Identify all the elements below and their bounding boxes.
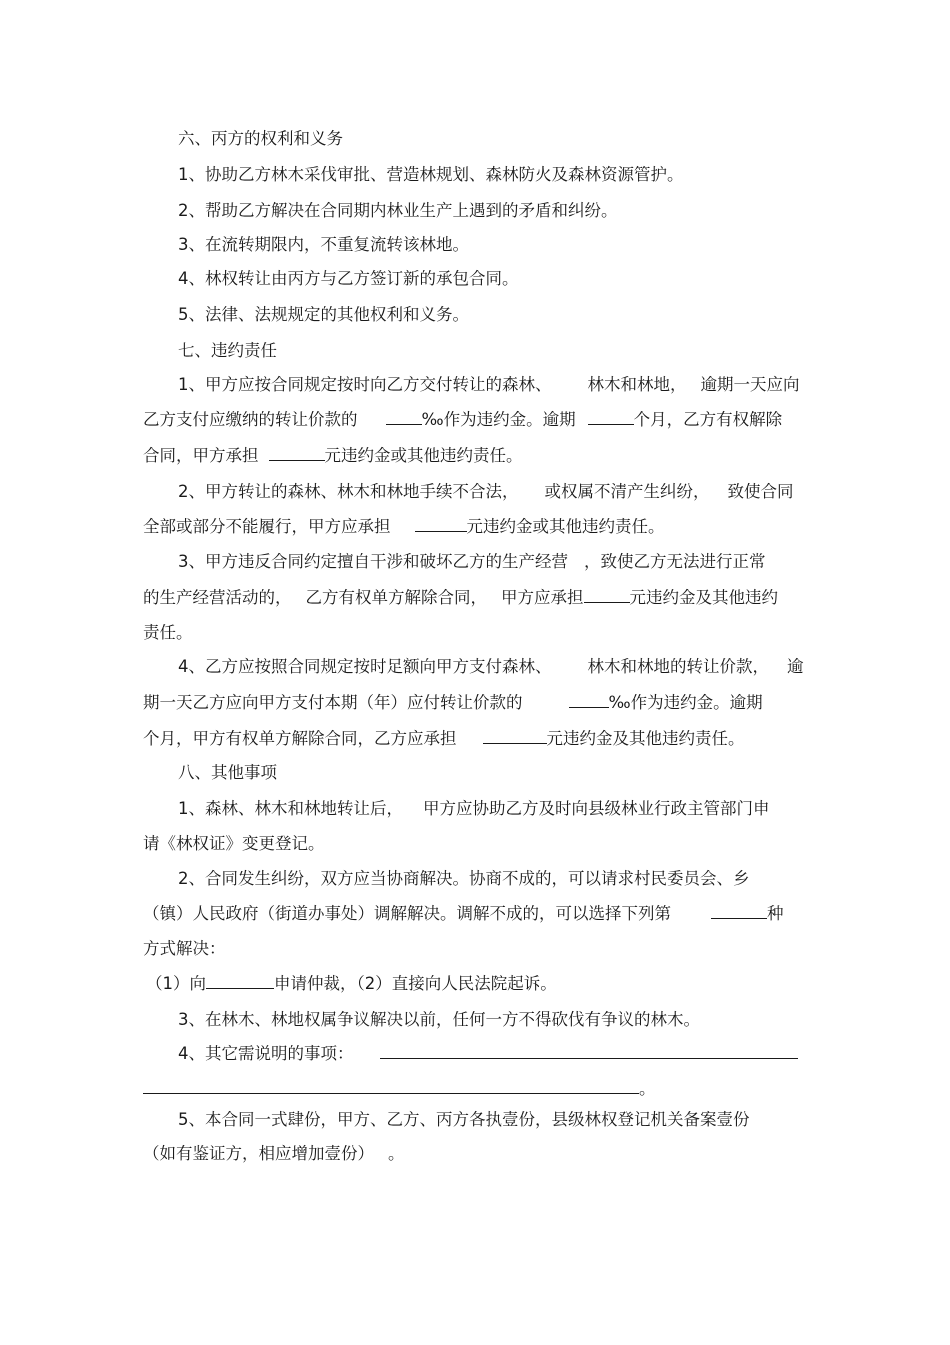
clause-7-4-line-3 (143, 728, 745, 750)
clause-8-2-line-1: 2、合同发生纠纷，双方应当协商解决。协商不成的，可以请求村民委员会、乡 (178, 869, 750, 888)
blank-field[interactable] (711, 903, 767, 919)
clause-7-2-line-2 (143, 516, 665, 538)
text: 。 (388, 1144, 405, 1163)
text: 2、甲方转让的森林、林木和林地手续不合法， (178, 482, 519, 501)
text: 逾期一天应向 (700, 375, 800, 394)
clause-8-5-line-2 (143, 1143, 405, 1165)
clause-7-4-line-2 (143, 692, 763, 714)
clause-8-2-line-3: 方式解决： (143, 939, 226, 958)
clause-8-3: 3、在林木、林地权属争议解决以前，任何一方不得砍伐有争议的林木。 (178, 1010, 700, 1029)
text: 元违约金及其他违约 (629, 588, 778, 607)
blank-field[interactable] (206, 973, 274, 989)
clause-8-2-line-2 (143, 903, 784, 925)
clause-7-1-line-1 (178, 374, 800, 396)
text: ，致使乙方无法进行正常 (584, 552, 766, 571)
text: （1）向 (146, 974, 206, 993)
text: 个月，甲方有权单方解除合同，乙方应承担 (143, 729, 457, 748)
blank-field[interactable] (483, 728, 547, 744)
blank-field[interactable] (143, 1078, 639, 1094)
section-6-item-1: 1、协助乙方林木采伐审批、营造林规划、森林防火及森林资源管护。 (178, 165, 684, 184)
text: 个月，乙方有权解除 (633, 410, 783, 429)
text: 合同，甲方承担 (143, 446, 259, 465)
text: 致使合同 (727, 482, 794, 501)
section-6-item-5: 5、法律、法规规定的其他权利和义务。 (178, 305, 469, 324)
text: 乙方有权单方解除合同， (305, 588, 487, 607)
text: （镇）人民政府（街道办事处）调解解决。调解不成的，可以选择下列第 (143, 904, 671, 923)
clause-7-1-line-2 (143, 409, 782, 431)
text: 期一天乙方应向甲方支付本期（年）应付转让价款的 (143, 693, 523, 712)
clause-8-2-line-4 (146, 973, 557, 995)
text: 林木和林地的转让价款， (587, 657, 769, 676)
clause-8-4-line-2 (143, 1078, 656, 1100)
section-6-item-3: 3、在流转期限内，不重复流转该林地。 (178, 235, 469, 254)
clause-8-1-line-1 (178, 798, 770, 820)
text: 4、其它需说明的事项： (178, 1044, 354, 1063)
text: 元违约金或其他违约责任。 (466, 517, 665, 536)
text: 乙方支付应缴纳的转让价款的 (143, 410, 358, 429)
clause-7-3-line-2 (143, 587, 778, 609)
clause-7-1-line-3 (143, 445, 523, 467)
blank-field[interactable] (584, 587, 630, 603)
text: ‰作为违约金。逾期 (608, 693, 763, 712)
text: 逾 (787, 657, 804, 676)
clause-7-2-line-1 (178, 481, 794, 503)
clause-8-1-line-2: 请《林权证》变更登记。 (143, 834, 325, 853)
clause-7-3-line-3: 责任。 (143, 623, 193, 642)
blank-field[interactable] (569, 692, 609, 708)
text: 4、乙方应按照合同规定按时足额向甲方支付森林、 (178, 657, 552, 676)
blank-field[interactable] (588, 409, 634, 425)
text: 种 (767, 904, 784, 923)
text: 元违约金及其他违约责任。 (546, 729, 745, 748)
text: 全部或部分不能履行，甲方应承担 (143, 517, 391, 536)
text: 林木和林地， (587, 375, 687, 394)
clause-8-4-line-1 (178, 1043, 798, 1065)
text: 申请仲裁，（2）直接向人民法院起诉。 (274, 974, 557, 993)
clause-7-3-line-1 (178, 551, 766, 573)
text: 的生产经营活动的， (143, 588, 292, 607)
section-7-heading: 七、违约责任 (178, 341, 277, 360)
section-6-item-2: 2、帮助乙方解决在合同期内林业生产上遇到的矛盾和纠纷。 (178, 201, 618, 220)
clause-7-4-line-1 (178, 656, 804, 678)
blank-field[interactable] (380, 1043, 798, 1059)
text: 或权属不清产生纠纷， (544, 482, 710, 501)
text: 元违约金或其他违约责任。 (324, 446, 523, 465)
blank-field[interactable] (269, 445, 325, 461)
blank-field[interactable] (415, 516, 467, 532)
section-6-heading: 六、丙方的权利和义务 (178, 129, 343, 148)
section-6-item-4: 4、林权转让由丙方与乙方签订新的承包合同。 (178, 269, 519, 288)
text: 1、森林、林木和林地转让后， (178, 799, 403, 818)
text: （如有鉴证方，相应增加壹份） (143, 1144, 374, 1163)
text: 甲方应承担 (501, 588, 584, 607)
text: 。 (639, 1079, 656, 1098)
text: 3、甲方违反合同约定擅自干涉和破坏乙方的生产经营 (178, 552, 568, 571)
section-8-heading: 八、其他事项 (178, 763, 277, 782)
clause-8-5-line-1: 5、本合同一式肆份，甲方、乙方、丙方各执壹份，县级林权登记机关备案壹份 (178, 1110, 750, 1129)
text: 甲方应协助乙方及时向县级林业行政主管部门申 (423, 799, 770, 818)
text: ‰作为违约金。逾期 (421, 410, 576, 429)
blank-field[interactable] (386, 409, 422, 425)
text: 1、甲方应按合同规定按时向乙方交付转让的森林、 (178, 375, 552, 394)
